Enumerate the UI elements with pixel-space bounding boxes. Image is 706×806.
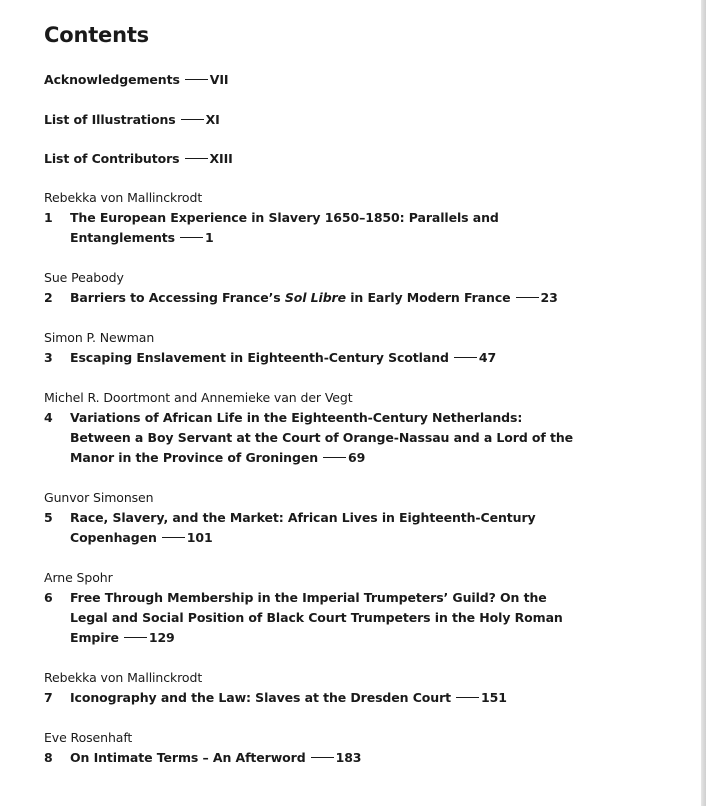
chapter-number: 4 [44, 410, 53, 425]
leader-dash [185, 158, 208, 159]
leader-dash [456, 697, 479, 698]
leader-dash [323, 457, 346, 458]
chapter-title [70, 508, 590, 548]
chapter-number: 3 [44, 350, 53, 365]
chapter-title [70, 588, 590, 648]
chapter-title-line: Empire [70, 630, 119, 645]
entry-label: Acknowledgements [44, 72, 180, 87]
table-of-contents [44, 22, 664, 788]
chapter-link[interactable] [44, 588, 664, 648]
chapter-title-line: Entanglements [70, 230, 175, 245]
toc-chapter-3 [44, 328, 664, 368]
chapter-title [70, 288, 590, 308]
chapter-author: Rebekka von Mallinckrodt [44, 190, 203, 205]
toc-chapter-6 [44, 568, 664, 648]
chapter-title-line: Iconography and the Law: Slaves at the Dresden Court [70, 690, 452, 705]
chapter-page: 129 [148, 630, 175, 645]
chapter-title [70, 348, 590, 368]
chapter-link[interactable] [44, 748, 664, 768]
toc-entry-acknowledgements[interactable] [44, 70, 664, 90]
leader-dash [162, 537, 185, 538]
entry-label: List of Illustrations [44, 111, 176, 127]
chapter-title [70, 688, 590, 708]
chapter-number: 5 [44, 510, 53, 525]
chapter-link[interactable] [44, 208, 664, 248]
leader-dash [181, 119, 204, 120]
chapter-author: Gunvor Simonsen [44, 490, 154, 505]
chapter-author: Simon P. Newman [44, 330, 155, 345]
chapter-title-line: The European Experience in Slavery 1650–1850: Parallels and [70, 210, 499, 225]
chapter-title-line: Race, Slavery, and the Market: African Lives in Eighteenth-Century [70, 510, 536, 525]
chapter-page: 151 [481, 690, 507, 705]
chapter-page: 47 [478, 350, 497, 365]
chapter-author: Rebekka von Mallinckrodt [44, 670, 203, 685]
chapter-page: 183 [335, 750, 362, 765]
leader-dash [311, 757, 334, 758]
chapter-title [70, 208, 540, 248]
chapter-author: Eve Rosenhaft [44, 730, 133, 745]
toc-chapter-5 [44, 488, 664, 548]
toc-entry-list-of-contributors[interactable] [44, 149, 664, 169]
chapter-title-line: Variations of African Life in the Eighteenth-Century Netherlands: [70, 410, 523, 425]
chapter-title [70, 748, 590, 768]
entry-label: List of Contributors [44, 151, 180, 166]
chapter-title-line: Legal and Social Position of Black Court Trumpeters in the Holy Roman [70, 610, 563, 625]
chapter-number: 7 [44, 690, 53, 705]
leader-dash [180, 237, 203, 238]
chapter-number: 6 [44, 590, 53, 605]
chapter-link[interactable] [44, 688, 664, 708]
chapter-title-line: Copenhagen [70, 530, 157, 545]
leader-dash [185, 79, 208, 80]
chapter-page: 69 [348, 450, 366, 465]
chapter-link[interactable] [44, 348, 664, 368]
chapter-number: 8 [44, 750, 53, 765]
entry-page: XI [205, 111, 220, 127]
entry-page: VII [209, 72, 229, 87]
chapter-number: 1 [44, 210, 53, 225]
leader-dash [516, 297, 539, 298]
chapter-page: 1 [204, 230, 214, 245]
chapter-number: 2 [44, 290, 53, 305]
chapter-title-line: Manor in the Province of Groningen [70, 450, 318, 465]
toc-chapter-7 [44, 668, 664, 708]
chapter-title-line: Between a Boy Servant at the Court of Orange-Nassau and a Lord of the [70, 430, 574, 445]
chapter-title [70, 408, 590, 468]
leader-dash [124, 637, 147, 638]
chapter-link[interactable] [44, 508, 664, 548]
toc-chapter-1 [44, 188, 664, 248]
toc-chapter-4 [44, 388, 664, 468]
chapter-title-line: Free Through Membership in the Imperial Trumpeters’ Guild? On the [70, 590, 547, 605]
chapter-page: 23 [540, 290, 558, 305]
toc-chapter-2 [44, 268, 664, 308]
page-edge [701, 0, 706, 806]
chapter-author: Arne Spohr [44, 570, 113, 585]
entry-page: XIII [209, 151, 233, 166]
chapter-author: Michel R. Doortmont and Annemieke van der Vegt [44, 390, 353, 405]
chapter-title-italic: Sol Libre [284, 290, 346, 305]
chapter-page: 101 [186, 530, 213, 545]
page-title: Contents [44, 23, 149, 47]
chapter-link[interactable] [44, 288, 664, 308]
toc-chapter-8 [44, 728, 664, 768]
chapter-title-line: Escaping Enslavement in Eighteenth-Century Scotland [70, 350, 449, 365]
chapter-link[interactable] [44, 408, 664, 468]
chapter-title-text: Barriers to Accessing France’s [70, 290, 285, 305]
chapter-title-line: On Intimate Terms – An Afterword [70, 750, 306, 765]
chapter-title-text: in Early Modern France [346, 290, 511, 305]
chapter-author: Sue Peabody [44, 270, 124, 285]
leader-dash [454, 357, 477, 358]
toc-entry-list-of-illustrations[interactable] [44, 110, 664, 130]
